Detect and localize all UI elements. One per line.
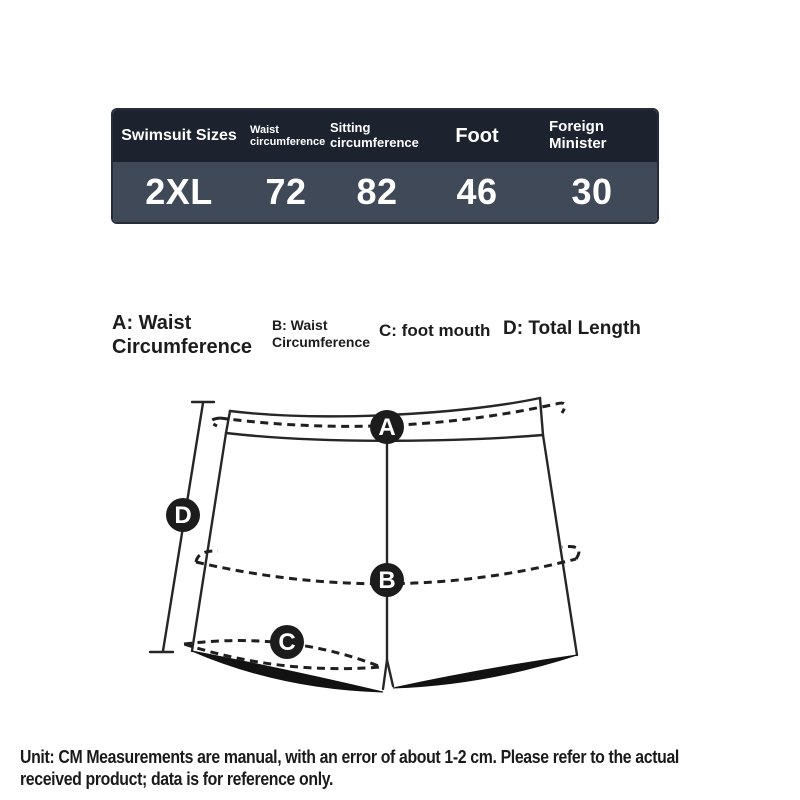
marker-b-badge bbox=[370, 563, 404, 597]
header-swimsuit-sizes: Swimsuit Sizes bbox=[121, 127, 237, 145]
left-side-seam bbox=[192, 433, 226, 651]
value-foot: 46 bbox=[456, 171, 498, 212]
disclaimer-line-1: Unit: CM Measurements are manual, with an error of about 1-2 cm. Please refer to the actual bbox=[20, 747, 679, 767]
svg-text:A: A bbox=[378, 414, 396, 441]
header-foreign-minister: Foreign Minister bbox=[549, 118, 607, 152]
crotch-right-line bbox=[387, 660, 393, 686]
marker-c-badge bbox=[270, 625, 304, 659]
size-table bbox=[113, 110, 657, 222]
size-table-header-row bbox=[113, 110, 657, 162]
marker-d-badge bbox=[166, 498, 200, 532]
waistband-right-edge bbox=[540, 398, 543, 435]
disclaimer-text bbox=[20, 747, 769, 790]
waistband-left-edge bbox=[226, 411, 230, 433]
svg-text:C: C bbox=[278, 629, 296, 656]
value-sitting: 82 bbox=[356, 171, 398, 212]
value-waist: 72 bbox=[265, 171, 307, 212]
legend-d-total-length: D: Total Length bbox=[503, 318, 641, 339]
hip-measure-right-tip bbox=[562, 547, 579, 560]
right-side-seam bbox=[543, 435, 577, 655]
value-size: 2XL bbox=[145, 171, 213, 212]
legend-b-waist-circumference: B: Waist Circumference bbox=[272, 317, 371, 350]
svg-text:D: D bbox=[174, 502, 192, 529]
header-waist-circumference: Waist circumference bbox=[250, 123, 326, 148]
legend-a-waist-circumference: A: Waist Circumference bbox=[112, 312, 253, 358]
header-foot: Foot bbox=[455, 124, 499, 147]
legend-c-foot-mouth: C: foot mouth bbox=[379, 321, 491, 340]
header-sitting-circumference: Sitting circumference bbox=[330, 120, 419, 150]
right-leg-hem bbox=[393, 655, 577, 688]
value-length: 30 bbox=[571, 171, 613, 212]
waist-measure-right-tip bbox=[556, 403, 565, 413]
shorts-measurement-diagram bbox=[140, 385, 600, 705]
waist-measure-left-tip bbox=[211, 418, 220, 426]
marker-a-badge bbox=[370, 410, 404, 444]
size-table-value-row bbox=[113, 162, 657, 222]
disclaimer-line-2: received product; data is for reference only. bbox=[20, 768, 334, 789]
svg-text:B: B bbox=[378, 567, 396, 594]
crotch-left-line bbox=[383, 660, 387, 689]
